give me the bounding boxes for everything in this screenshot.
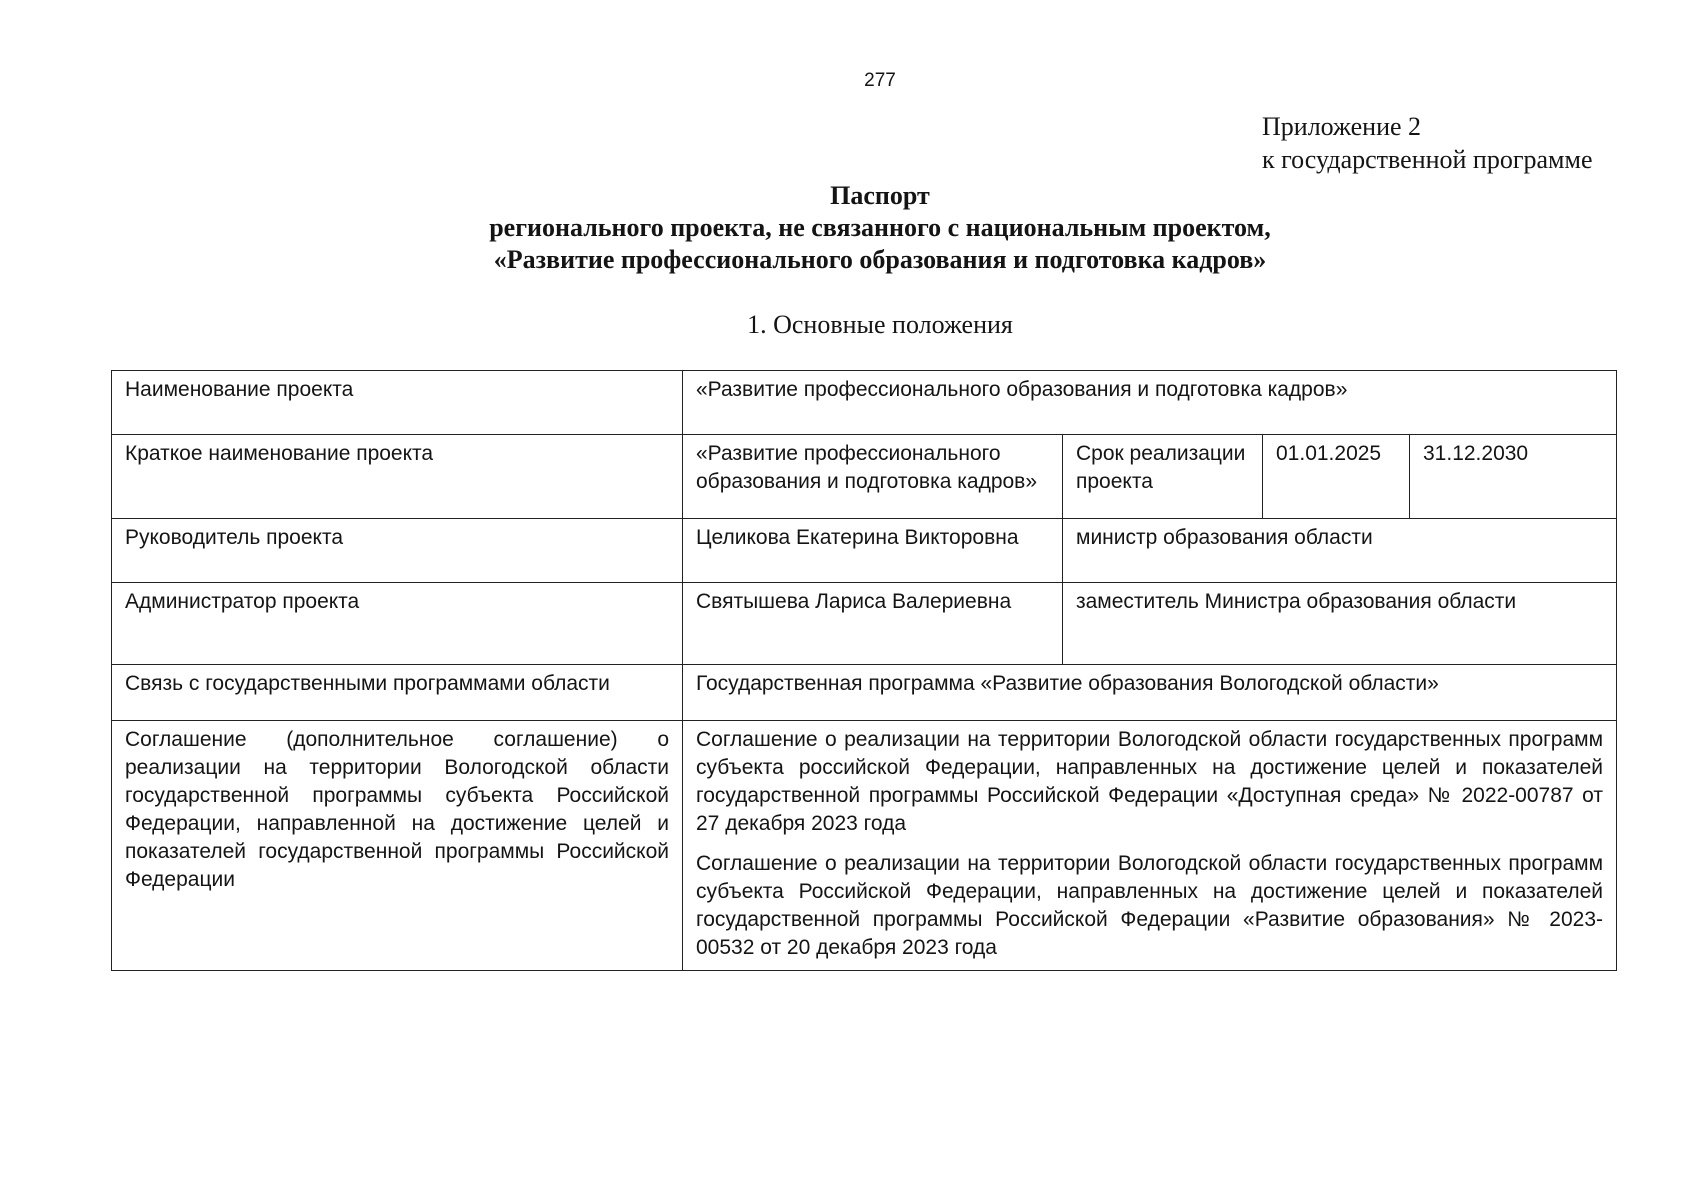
title-line-2: регионального проекта, не связанного с национальным проектом, xyxy=(489,213,1271,242)
table-row-project-head xyxy=(112,519,1617,583)
start-date: 01.01.2025 xyxy=(1263,435,1410,519)
title-line-1: Паспорт xyxy=(830,181,930,210)
admin-position: заместитель Министра образования области xyxy=(1063,583,1617,665)
page-number: 277 xyxy=(864,70,896,91)
appendix-note xyxy=(1262,110,1593,176)
table-row-project-admin xyxy=(112,583,1617,665)
document-title xyxy=(300,180,1460,276)
head-label: Руководитель проекта xyxy=(112,519,683,583)
table-row-short-name xyxy=(112,435,1617,519)
table-row-project-name xyxy=(112,371,1617,435)
appendix-line-1: Приложение 2 xyxy=(1262,112,1422,141)
head-name: Целикова Екатерина Викторовна xyxy=(683,519,1063,583)
end-date: 31.12.2030 xyxy=(1410,435,1617,519)
short-name-value: «Развитие профессионального образования и подготовка кадров» xyxy=(683,435,1063,519)
short-name-label: Краткое наименование проекта xyxy=(112,435,683,519)
project-name-label: Наименование проекта xyxy=(112,371,683,435)
project-name-value: «Развитие профессионального образования и подготовка кадров» xyxy=(683,371,1617,435)
admin-name: Святышева Лариса Валериевна xyxy=(683,583,1063,665)
title-line-3: «Развитие профессионального образования и подготовка кадров» xyxy=(493,245,1267,274)
table-row-agreement xyxy=(112,721,1617,971)
appendix-line-2: к государственной программе xyxy=(1262,145,1593,174)
section-heading: 1. Основные положения xyxy=(747,310,1013,339)
agreement-item: Соглашение о реализации на территории Вологодской области государственных программ субъекта российской Федерации, направленных на достижение целей и показателей государственной программы Российской Федерации «Доступная среда» № 2022-00787 от 27 декабря 2023 года xyxy=(696,728,1604,835)
agreement-label: Соглашение (дополнительное соглашение) о реализации на территории Вологодской области государственной программы субъекта Российской Федерации, направленной на достижение целей и показателей государственной программы Российской Федерации xyxy=(112,721,683,971)
passport-table xyxy=(111,370,1617,971)
agreement-item: Соглашение о реализации на территории Вологодской области государственных программ субъекта Российской Федерации, направленных на достижение целей и показателей государственной программы Российской Федерации «Развитие образования» № 2023-00532 от 20 декабря 2023 года xyxy=(696,852,1604,959)
programs-value: Государственная программа «Развитие образования Вологодской области» xyxy=(683,665,1617,721)
programs-label: Связь с государственными программами области xyxy=(112,665,683,721)
admin-label: Администратор проекта xyxy=(112,583,683,665)
table-row-programs-link xyxy=(112,665,1617,721)
head-position: министр образования области xyxy=(1063,519,1617,583)
term-label: Срок реализации проекта xyxy=(1063,435,1263,519)
agreement-list xyxy=(683,721,1617,971)
